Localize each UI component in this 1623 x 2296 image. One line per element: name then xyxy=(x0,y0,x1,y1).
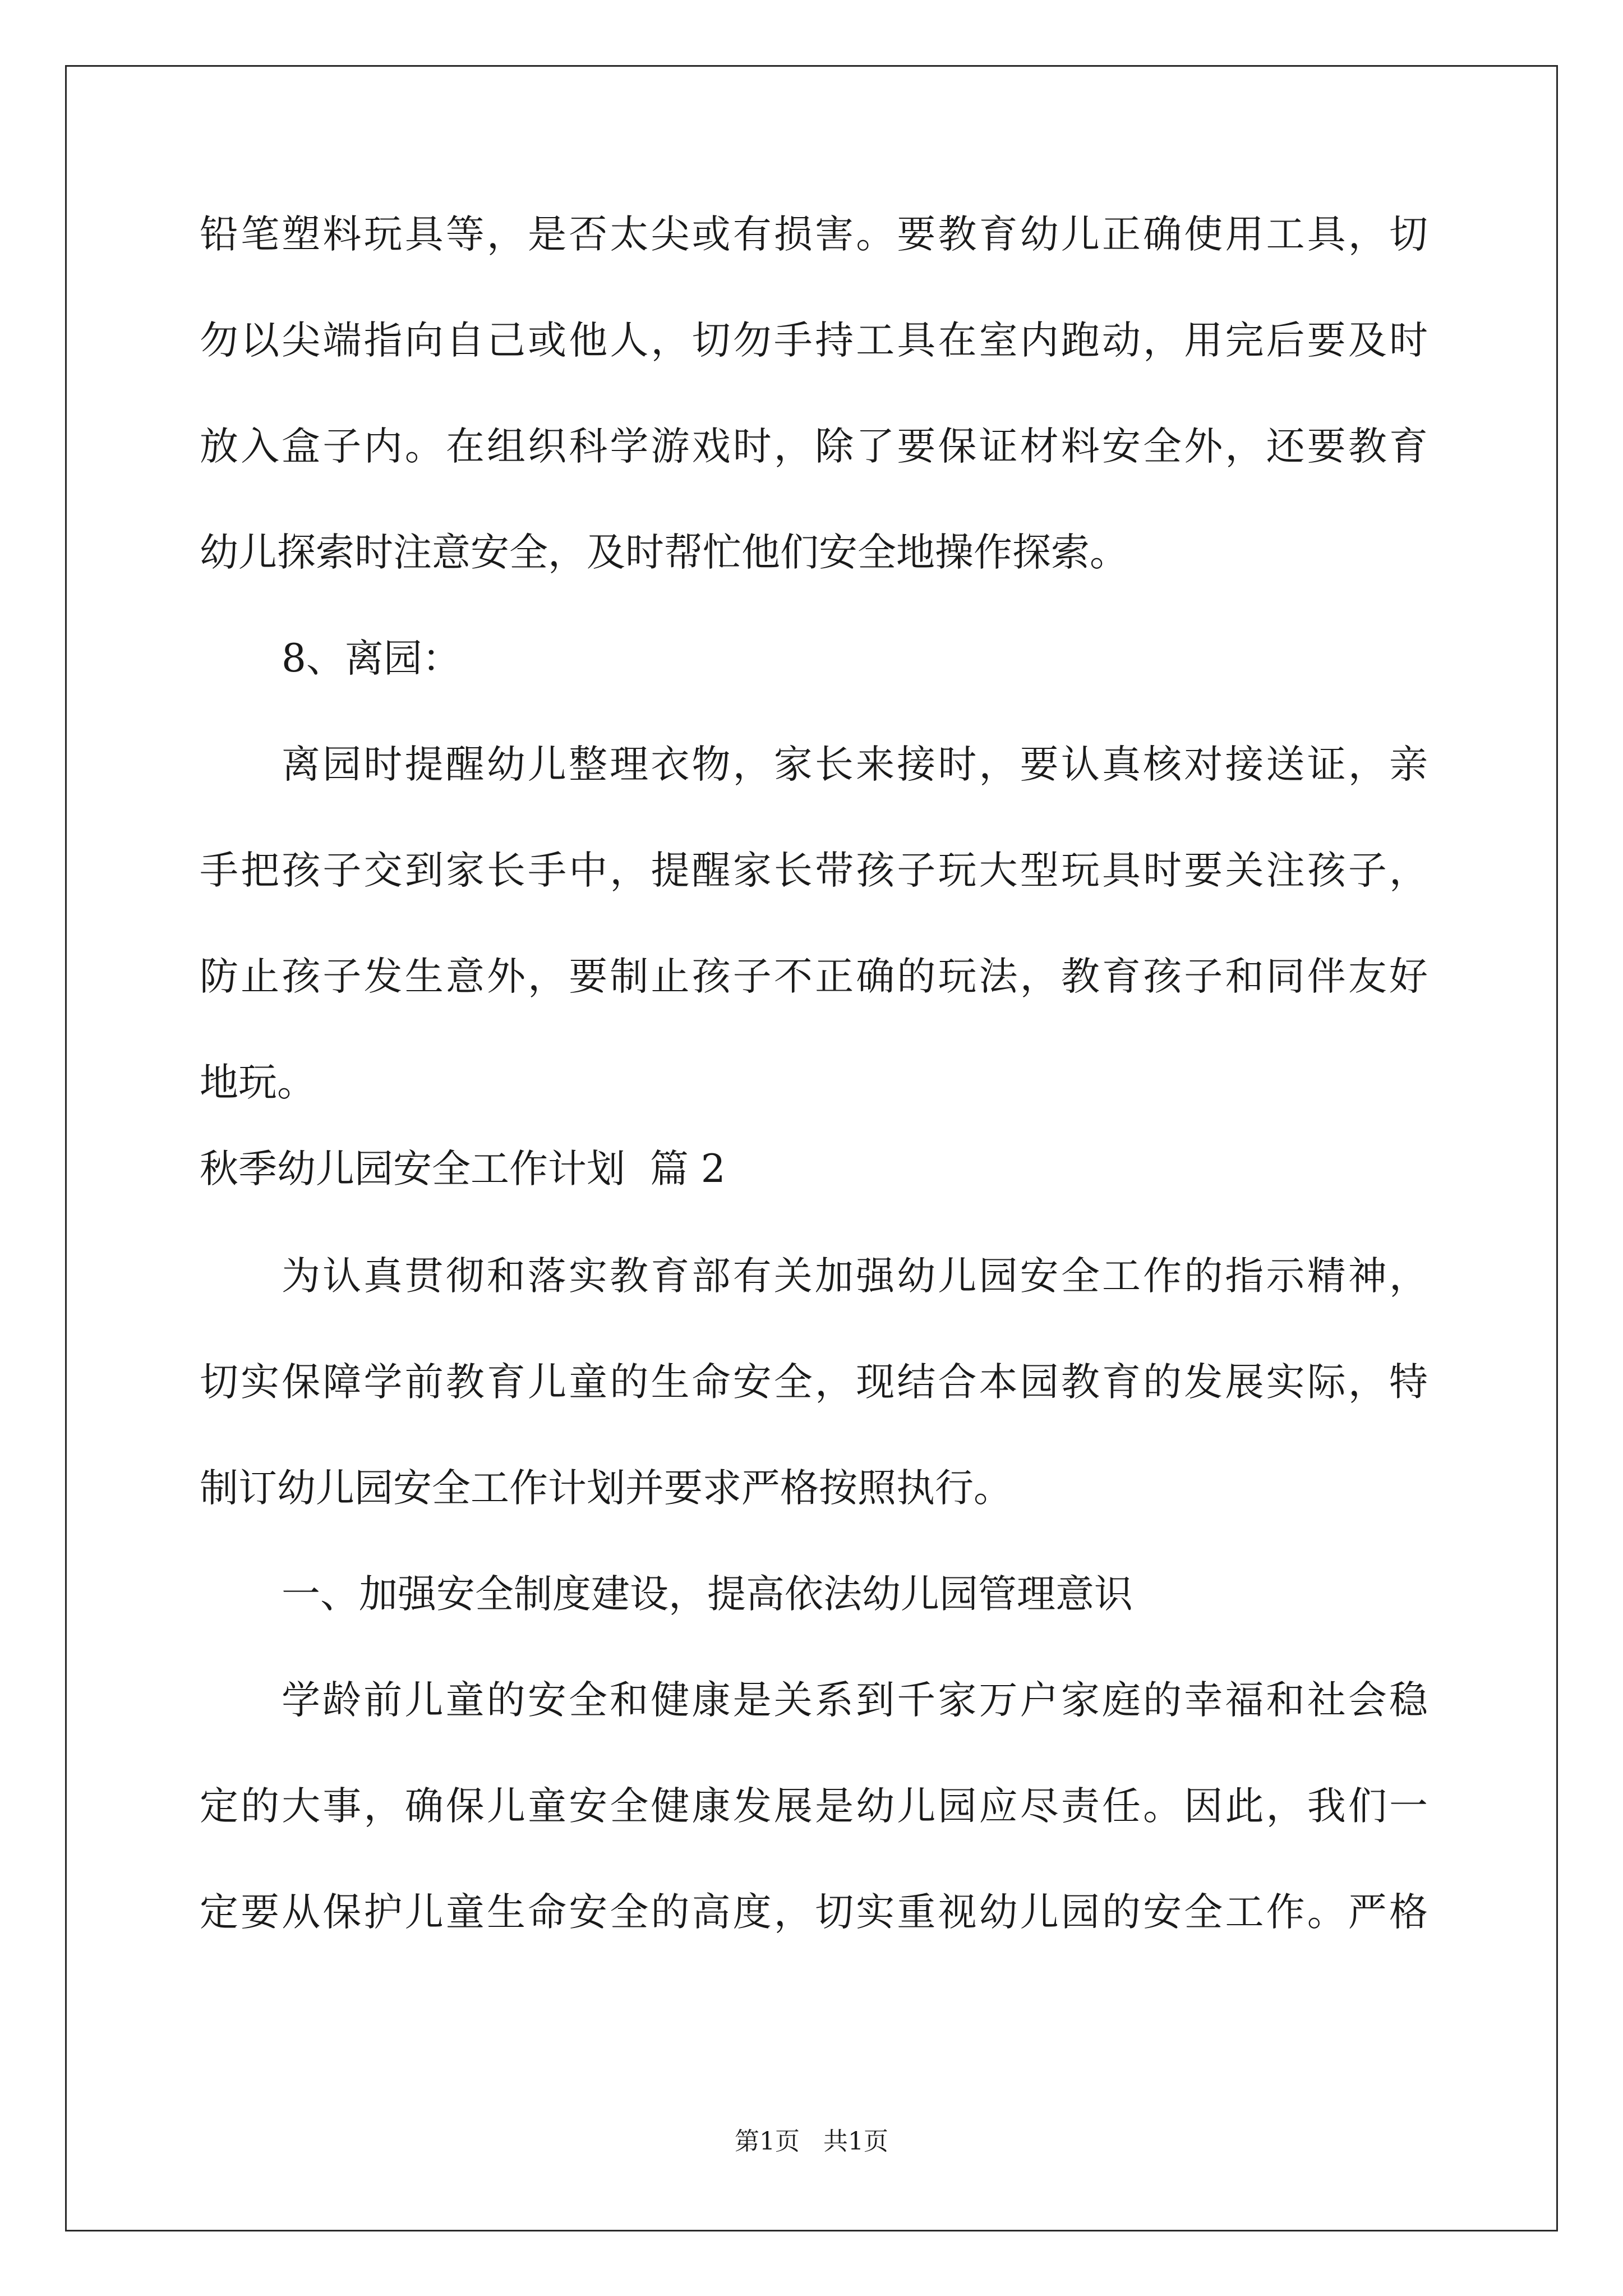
article-title: 秋季幼儿园安全工作计划 篇 2 xyxy=(200,1147,726,1191)
section-heading: 一、加强安全制度建设，提高依法幼儿园管理意识 xyxy=(282,1572,1133,1617)
paragraph-line: 勿以尖端指向自己或他人，切勿手持工具在室内跑动，用完后要及时 xyxy=(200,318,1428,363)
paragraph-line: 铅笔塑料玩具等，是否太尖或有损害。要教育幼儿正确使用工具，切 xyxy=(200,212,1428,257)
paragraph-line: 制订幼儿园安全工作计划并要求严格按照执行。 xyxy=(200,1466,1012,1511)
paragraph-line: 离园时提醒幼儿整理衣物，家长来接时，要认真核对接送证，亲 xyxy=(282,742,1428,787)
paragraph-line: 手把孩子交到家长手中，提醒家长带孩子玩大型玩具时要关注孩子， xyxy=(200,848,1428,893)
paragraph-line: 切实保障学前教育儿童的生命安全，现结合本园教育的发展实际，特 xyxy=(200,1360,1428,1405)
paragraph-line: 定的大事，确保儿童安全健康发展是幼儿园应尽责任。因此，我们一 xyxy=(200,1784,1428,1829)
paragraph-line: 为认真贯彻和落实教育部有关加强幼儿园安全工作的指示精神， xyxy=(282,1254,1428,1299)
paragraph-line: 幼儿探索时注意安全，及时帮忙他们安全地操作探索。 xyxy=(200,530,1128,575)
page-footer: 第1页 共1页 xyxy=(735,2127,888,2156)
paragraph-line: 地玩。 xyxy=(200,1060,316,1105)
paragraph-line: 防止孩子发生意外，要制止孩子不正确的玩法，教育孩子和同伴友好 xyxy=(200,954,1428,999)
paragraph-line: 定要从保护儿童生命安全的高度，切实重视幼儿园的安全工作。严格 xyxy=(200,1890,1428,1935)
paragraph-line: 放入盒子内。在组织科学游戏时，除了要保证材料安全外，还要教育 xyxy=(200,424,1428,469)
section-heading: 8、离园： xyxy=(282,636,461,681)
paragraph-line: 学龄前儿童的安全和健康是关系到千家万户家庭的幸福和社会稳 xyxy=(282,1678,1428,1723)
